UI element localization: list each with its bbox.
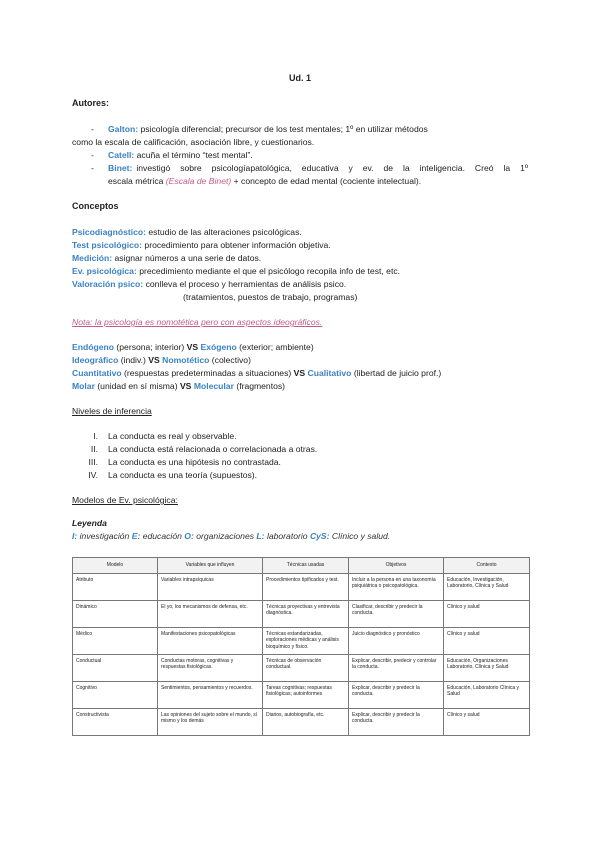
table-cell: Manifestaciones psicopatológicas	[158, 627, 263, 654]
leyenda-key: L:	[256, 531, 265, 541]
concepto-def: conlleva el proceso y herramientas de análisis psico.	[145, 279, 347, 289]
concepto-term: Psicodiagnóstico:	[72, 227, 147, 237]
versus-row	[72, 367, 441, 380]
table-header: Técnicas usadas	[263, 558, 349, 574]
modelos-table	[72, 557, 530, 736]
table-cell: Explicar, describir y predecir la conducta.	[349, 681, 444, 708]
binet-text: investigó sobre psicologíapatológica, educativa y ev. de la inteligencia. Creó la 1º	[136, 163, 528, 173]
nivel-text: La conducta es una hipótesis no contrastada.	[108, 457, 281, 467]
table-row	[73, 573, 530, 600]
table-header: Modelo	[73, 558, 158, 574]
table-header: Contexto	[444, 558, 530, 574]
leyenda-key: CyS:	[309, 531, 330, 541]
vs-label: VS	[179, 381, 192, 391]
concepto-item	[72, 226, 302, 239]
concepto-term: Valoración psico:	[72, 279, 144, 289]
versus-b-desc: (libertad de juicio prof.)	[353, 368, 442, 378]
concepto-term: Medición:	[72, 253, 113, 263]
table-cell: Técnicas proyectivas y entrevista diagnóstica.	[263, 600, 349, 627]
concepto-def: procedimiento para obtener información objetiva.	[144, 240, 331, 250]
binet-text-cont	[108, 175, 421, 188]
concepto-def: asignar números a una serie de datos.	[114, 253, 262, 263]
table-cell: Variables intrapsíquicas	[158, 573, 263, 600]
autores-heading: Autores:	[72, 98, 110, 108]
table-cell: Tareas cognitivas; respuestas fisiológicas; autoinformes	[263, 681, 349, 708]
versus-row	[72, 380, 285, 393]
niveles-heading: Niveles de inferencia	[72, 406, 152, 416]
leyenda-title: Leyenda	[72, 518, 107, 528]
versus-row	[72, 354, 251, 367]
galton-text-cont: como la escala de calificación, asociación libre, y cuestionarios.	[72, 137, 315, 147]
galton-name: Galton:	[108, 124, 139, 134]
table-header: Objetivos	[349, 558, 444, 574]
leyenda-value: investigación	[79, 531, 130, 541]
nivel-num: IV.	[88, 470, 98, 480]
table-cell: Clasificar, describir y predecir la conducta.	[349, 600, 444, 627]
nivel-text: La conducta es real y observable.	[108, 431, 237, 441]
table-cell: Diarios, autobiografía, etc.	[263, 708, 349, 735]
table-cell: Conductual	[73, 654, 158, 681]
binet-text-a: escala métrica	[108, 176, 164, 186]
nivel-num: II.	[90, 444, 98, 454]
concepto-def: precedimiento mediante el que el psicólogo recopila info de test, etc.	[139, 266, 401, 276]
table-row	[73, 600, 530, 627]
table-cell: Juicio diagnóstico y pronóstico	[349, 627, 444, 654]
leyenda-line	[72, 531, 390, 541]
galton-line	[108, 123, 428, 136]
table-cell: Atributo	[73, 573, 158, 600]
versus-a: Ideográfico	[72, 355, 119, 365]
versus-a: Cuantitativo	[72, 368, 122, 378]
table-cell: Educación, Laboratorio Clínica y Salud	[444, 681, 530, 708]
table-cell: El yo, los mecanismos de defensa, etc.	[158, 600, 263, 627]
vs-label: VS	[186, 342, 199, 352]
leyenda-key: O:	[184, 531, 194, 541]
leyenda-value: organizaciones	[196, 531, 255, 541]
nivel-text: La conducta es una teoría (supuestos).	[108, 470, 258, 480]
catell-name: Catell:	[108, 150, 135, 160]
catell-line	[108, 149, 253, 162]
concepto-def: estudio de las alteraciones psicológicas.	[148, 227, 302, 237]
concepto-extra: (tratamientos, puestos de trabajo, programas)	[183, 292, 358, 302]
table-row	[73, 681, 530, 708]
versus-a-desc: (indiv.)	[120, 355, 146, 365]
conceptos-heading: Conceptos	[72, 201, 119, 211]
dash: -	[91, 163, 94, 173]
dash: -	[91, 124, 94, 134]
table-row	[73, 708, 530, 735]
versus-a-desc: (unidad en sí misma)	[97, 381, 178, 391]
leyenda-value: laboratorio	[266, 531, 308, 541]
versus-b-desc: (fragmentos)	[236, 381, 286, 391]
versus-a: Endógeno	[72, 342, 115, 352]
table-header-row	[73, 558, 530, 574]
versus-b: Exógeno	[200, 342, 237, 352]
table-cell: Sentimientos, pensamientos y recuerdos.	[158, 681, 263, 708]
table-cell: Clínico y salud	[444, 627, 530, 654]
leyenda-value: Clínico y salud.	[331, 531, 391, 541]
table-cell: Técnicas de observación conductual.	[263, 654, 349, 681]
versus-b: Nomotético	[162, 355, 210, 365]
table-cell: Educación, Investigación, Laboratorio, Clínica y Salud	[444, 573, 530, 600]
concepto-term: Ev. psicológica:	[72, 266, 137, 276]
versus-b: Cualitativo	[307, 368, 352, 378]
binet-escala: (Escala de Binet)	[165, 176, 232, 186]
leyenda-value: educación	[142, 531, 182, 541]
table-row	[73, 654, 530, 681]
versus-a: Molar	[72, 381, 95, 391]
modelos-heading: Modelos de Ev. psicológica:	[72, 495, 178, 505]
table-cell: Incluir a la persona en una taxonomía psiquiátrica o psicopatológica.	[349, 573, 444, 600]
vs-label: VS	[293, 368, 306, 378]
binet-line	[108, 162, 528, 175]
table-cell: Conductas motoras, cognitivas y respuestas fisiológicas.	[158, 654, 263, 681]
versus-row	[72, 341, 314, 354]
binet-name: Binet:	[108, 163, 133, 173]
catell-text: acuña el término “test mental”.	[136, 150, 253, 160]
table-cell: Explicar, describir y predecir la conducta.	[349, 708, 444, 735]
binet-text-c: + concepto de edad mental (cociente intelectual).	[233, 176, 422, 186]
versus-a-desc: (persona; interior)	[116, 342, 185, 352]
table-cell: Clínico y salud	[444, 600, 530, 627]
leyenda-key: E:	[131, 531, 141, 541]
concepto-item	[72, 278, 346, 291]
nivel-text: La conducta está relacionada o correlacionada a otras.	[108, 444, 318, 454]
nivel-num: I.	[93, 431, 98, 441]
concepto-item	[72, 239, 331, 252]
page-title: Ud. 1	[288, 73, 311, 83]
table-header: Variables que influyen	[158, 558, 263, 574]
versus-b: Molecular	[193, 381, 234, 391]
galton-text: psicología diferencial; precursor de los test mentales; 1º en utilizar métodos	[140, 124, 428, 134]
vs-label: VS	[148, 355, 160, 365]
table-row	[73, 627, 530, 654]
nivel-num: III.	[88, 457, 98, 467]
table-cell: Explicar, describir, predecir y controlar la conducta.	[349, 654, 444, 681]
versus-b-desc: (colectivo)	[211, 355, 251, 365]
table-cell: Procedimientos tipificados y test.	[263, 573, 349, 600]
concepto-item	[72, 252, 261, 265]
table-cell: Educación, Organizaciones Laboratorio, Clínica y Salud	[444, 654, 530, 681]
nota: Nota: la psicología es nomotética pero con aspectos ideográficos.	[72, 317, 323, 327]
leyenda-key: I:	[72, 531, 78, 541]
table-cell: Cognitivo	[73, 681, 158, 708]
versus-b-desc: (exterior; ambiente)	[239, 342, 314, 352]
table-cell: Dinámico	[73, 600, 158, 627]
table-cell: Las opiniones del sujeto sobre el mundo, sí mismo y los demás	[158, 708, 263, 735]
table-cell: Constructivista	[73, 708, 158, 735]
concepto-item	[72, 265, 400, 278]
concepto-term: Test psicológico:	[72, 240, 143, 250]
table-cell: Clínico y salud	[444, 708, 530, 735]
table-cell: Técnicas estandarizadas, exploraciones médicas y análisis bioquímico y físico.	[263, 627, 349, 654]
versus-a-desc: (respuestas predeterminadas a situaciones)	[124, 368, 292, 378]
table-cell: Médico	[73, 627, 158, 654]
dash: -	[91, 150, 94, 160]
